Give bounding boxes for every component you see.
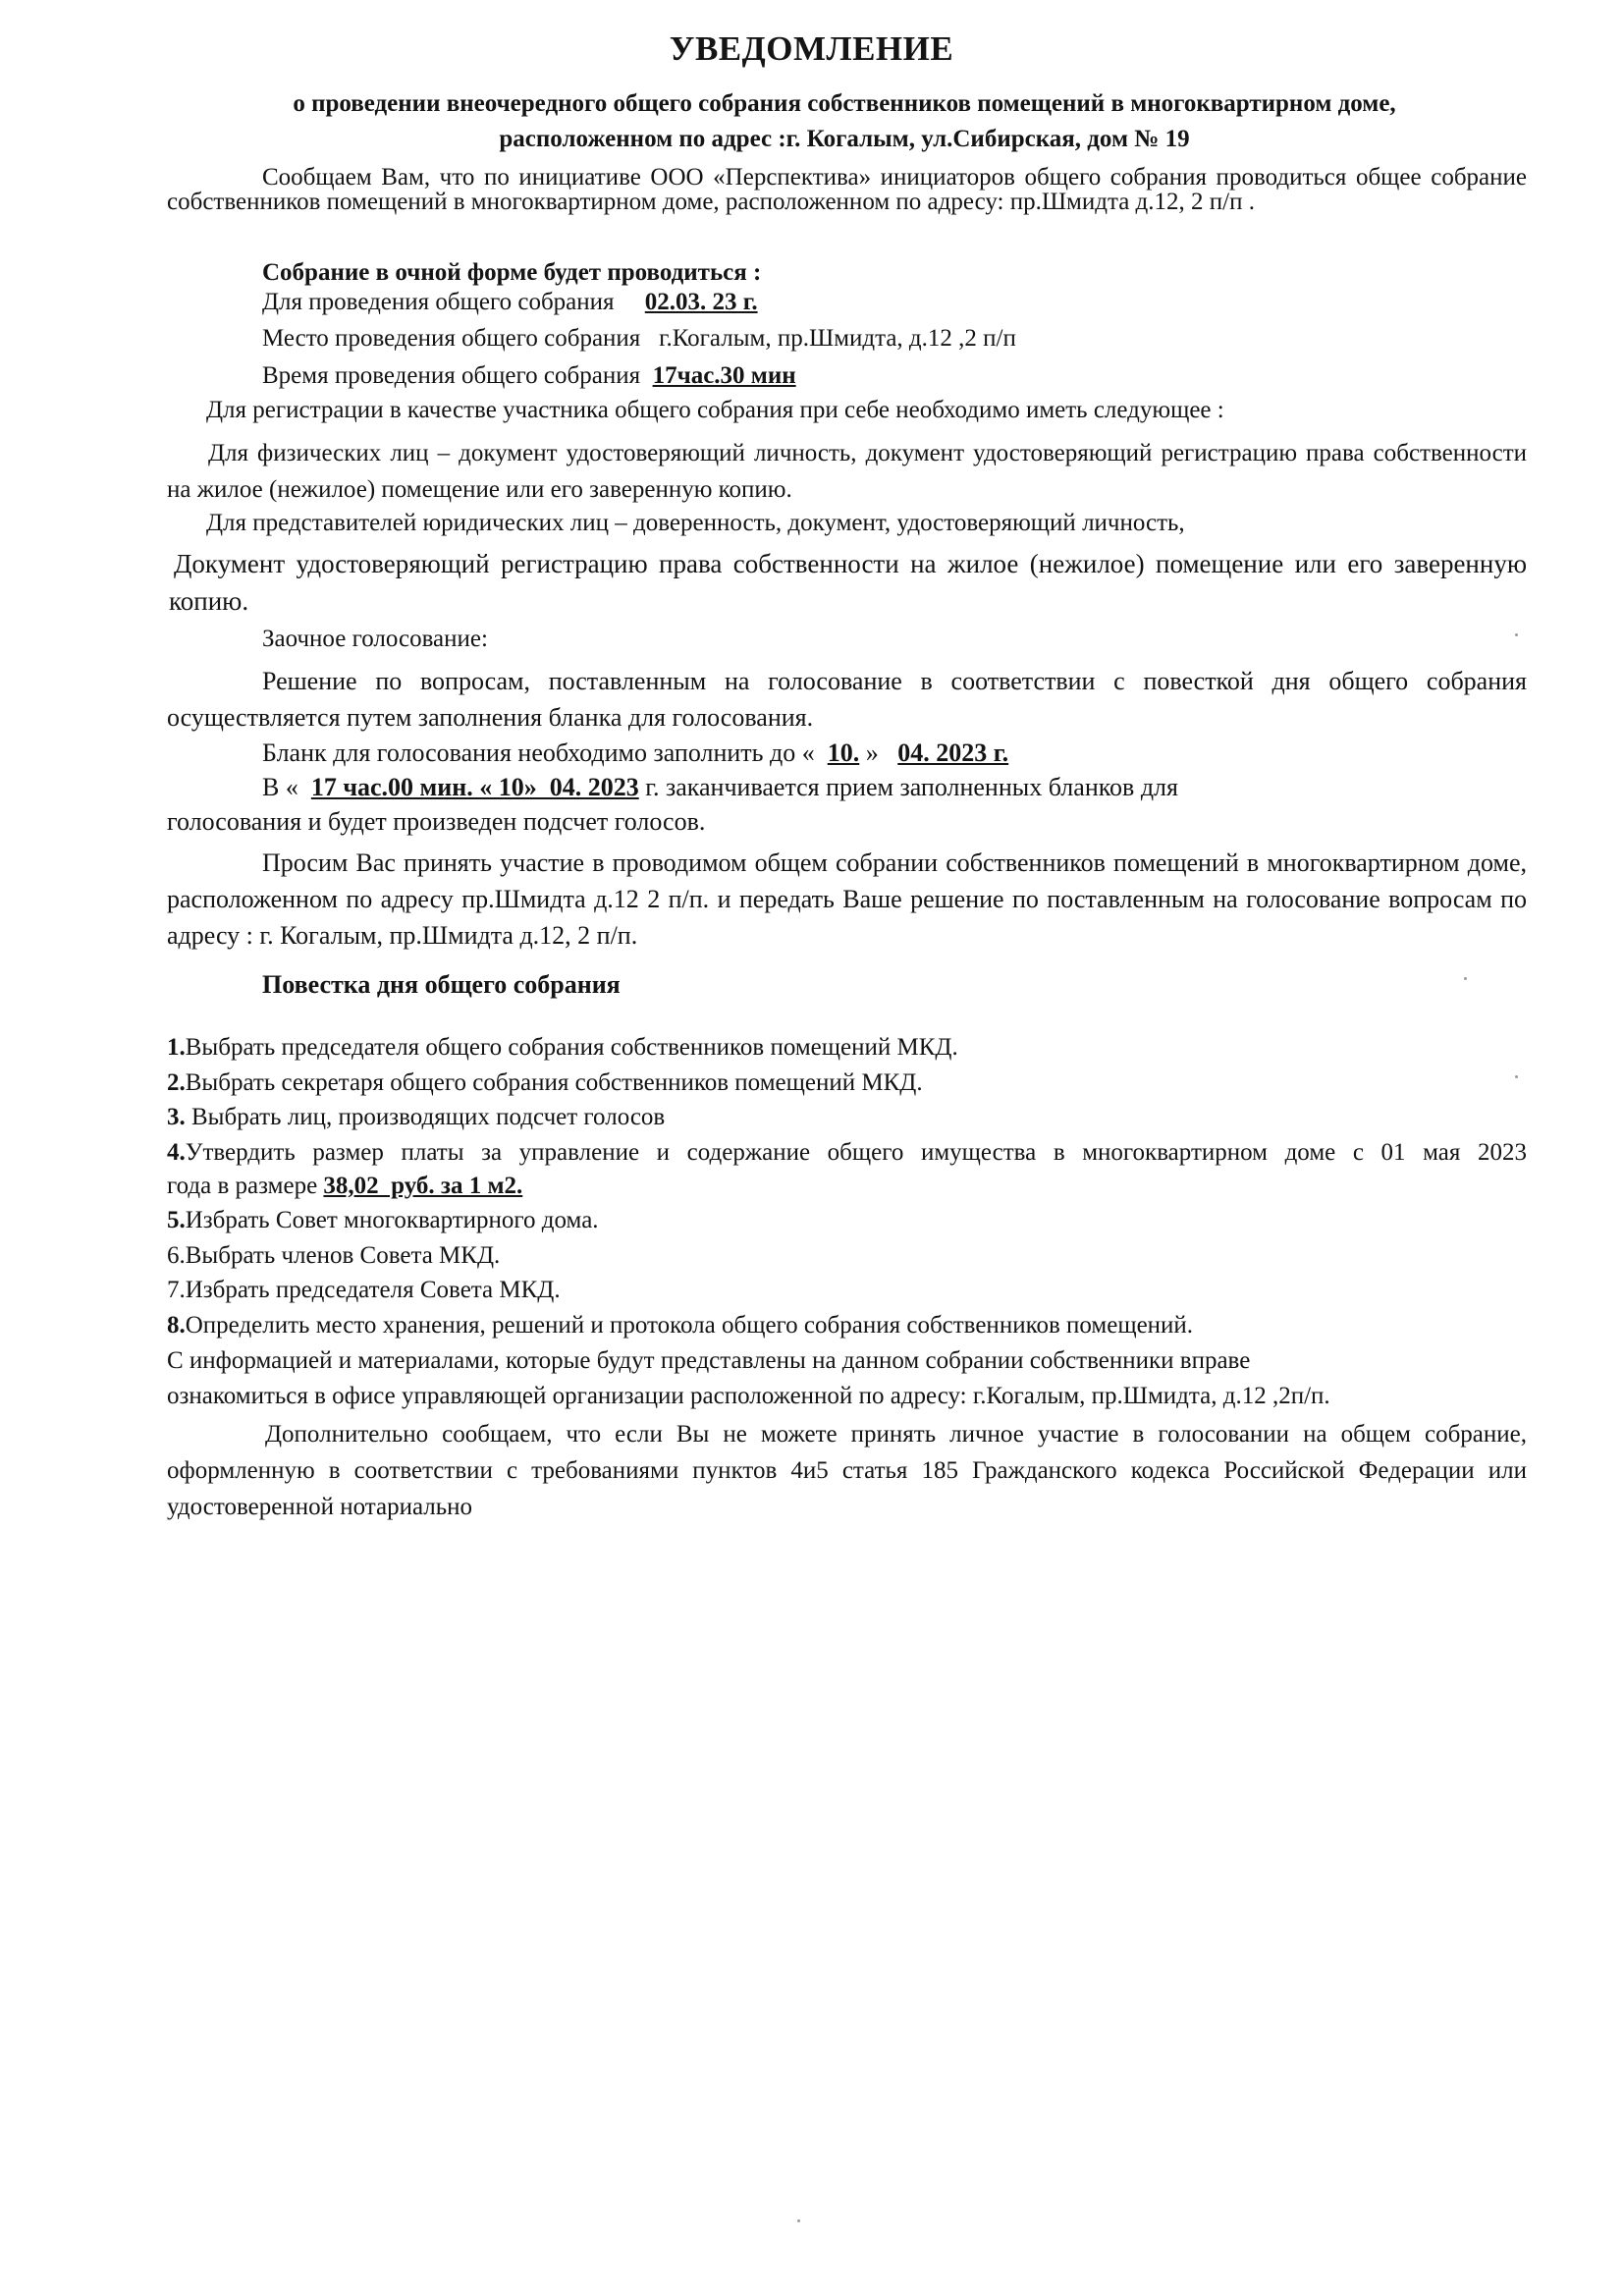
meeting-place-value: г.Когалым, пр.Шмидта, д.12 ,2 п/п xyxy=(659,325,1016,352)
agenda-heading: Повестка дня общего собрания xyxy=(262,970,621,999)
scan-speck xyxy=(1515,1075,1518,1078)
scan-speck xyxy=(1515,633,1518,636)
materials-info-line-1: С информацией и материалами, которые будут представлены на данном собрании собственники вправе xyxy=(167,1347,1251,1374)
registration-legal-line-2: Документ удостоверяющий регистрацию права собственности на жилое (нежилое) помещение или его заверенную копию. xyxy=(169,549,1527,616)
voting-deadline-close: » xyxy=(865,738,879,767)
agenda-item-5: 5.Избрать Совет многоквартирного дома. xyxy=(167,1207,599,1233)
voting-deadline-text: Бланк для голосования необходимо заполнить до « xyxy=(262,738,815,767)
voting-end-prefix: В « xyxy=(262,773,298,801)
agenda-item-4-rate-line: года в размере 38,02 руб. за 1 м2. xyxy=(167,1173,523,1199)
management-fee-rate: 38,02 руб. за 1 м2. xyxy=(323,1173,523,1199)
meeting-time-value: 17час.30 мин xyxy=(652,362,796,389)
absentee-decision: Решение по вопросам, поставленным на голосование в соответствии с повесткой дня общего собрания осуществляется путем заполнения бланка для голосования. xyxy=(167,667,1527,732)
meeting-place-line xyxy=(262,326,1016,351)
agenda-item-3: 3. Выбрать лиц, производящих подсчет голосов xyxy=(167,1104,666,1130)
meeting-date-line xyxy=(262,290,758,314)
voting-end-suffix: г. заканчивается прием заполненных бланков для xyxy=(638,773,1178,801)
additional-notice: Дополнительно сообщаем, что если Вы не можете принять личное участие в голосовании на общем собрание, оформленную в соответствии с требованиями пунктов 4и5 статья 185 Гражданского кодекса Российской Федерации или удостоверенной нотариально xyxy=(167,1421,1527,1520)
registration-legal-line-1: Для представителей юридических лиц – доверенность, документ, удостоверяющий личность, xyxy=(206,510,1185,536)
voting-deadline-line xyxy=(262,740,1008,765)
meeting-time-label: Время проведения общего собрания xyxy=(262,362,641,389)
voting-deadline-month-year: 04. 2023 г. xyxy=(897,738,1009,767)
agenda-item-4: 4.Утвердить размер платы за управление и содержание общего имущества в многоквартирном доме с 01 мая 2023 xyxy=(167,1139,1527,1166)
subtitle-line-1: о проведении внеочередного общего собрания собственников помещений в многоквартирном доме, xyxy=(293,90,1396,117)
meeting-date-label: Для проведения общего собрания xyxy=(262,289,615,315)
agenda-item-2: 2.Выбрать секретаря общего собрания собственников помещений МКД. xyxy=(167,1069,923,1096)
meeting-time-line xyxy=(262,363,796,388)
participation-request: Просим Вас принять участие в проводимом общем собрании собственников помещений в многоквартирном доме, расположенном по адресу пр.Шмидта д.12 2 п/п. и передать Ваше решение по поставленным на голосование вопросам по адресу : г. Когалым, пр.Шмидта д.12, 2 п/п. xyxy=(167,848,1527,950)
document-title: УВЕДОМЛЕНИЕ xyxy=(669,29,954,68)
voting-end-line xyxy=(262,775,1178,799)
meeting-date-value: 02.03. 23 г. xyxy=(644,289,758,315)
voting-deadline-day: 10. xyxy=(827,738,860,767)
agenda-item-8: 8.Определить место хранения, решений и протокола общего собрания собственников помещений. xyxy=(167,1312,1194,1339)
meeting-heading: Собрание в очной форме будет проводиться : xyxy=(262,259,762,286)
agenda-item-6: 6.Выбрать членов Совета МКД. xyxy=(167,1242,501,1269)
absentee-heading: Заочное голосование: xyxy=(262,626,488,652)
voting-end-datetime: 17 час.00 мин. « 10» 04. 2023 xyxy=(310,773,639,801)
scan-speck xyxy=(1464,977,1467,980)
voting-end-line-2: голосования и будет произведен подсчет голосов. xyxy=(167,807,706,836)
agenda-item-7: 7.Избрать председателя Совета МКД. xyxy=(167,1277,561,1303)
subtitle-line-2: расположенном по адрес :г. Когалым, ул.Сибирская, дом № 19 xyxy=(499,126,1190,152)
agenda-item-1: 1.Выбрать председателя общего собрания собственников помещений МКД. xyxy=(167,1034,958,1061)
registration-intro: Для регистрации в качестве участника общего собрания при себе необходимо иметь следующее : xyxy=(206,397,1224,423)
scan-speck xyxy=(797,2219,800,2222)
materials-info-line-2: ознакомиться в офисе управляющей организации расположенной по адресу: г.Когалым, пр.Шмидта, д.12 ,2п/п. xyxy=(167,1383,1330,1409)
meeting-place-label: Место проведения общего собрания xyxy=(262,325,641,352)
intro-paragraph: Сообщаем Вам, что по инициативе ООО «Перспектива» инициаторов общего собрания проводиться общее собрание собственников помещений в многоквартирном доме, расположенном по адресу: пр.Шмидта д.12, 2 п/п . xyxy=(167,164,1527,215)
registration-individuals: Для физических лиц – документ удостоверяющий личность, документ удостоверяющий регистрацию права собственности на жилое (нежилое) помещение или его заверенную копию. xyxy=(167,440,1527,503)
